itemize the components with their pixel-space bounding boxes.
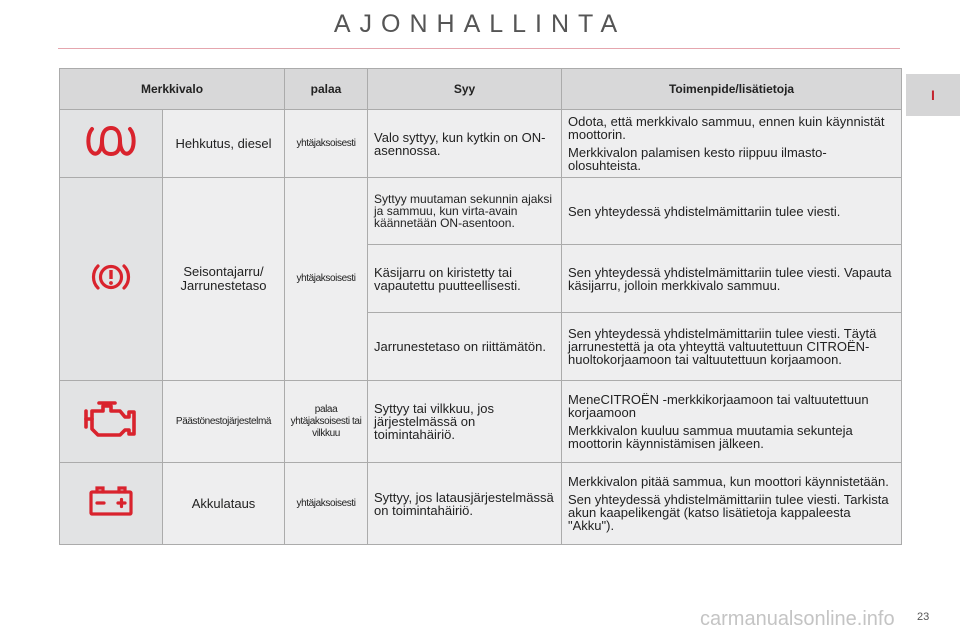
table-row <box>60 381 902 463</box>
palaa-value: yhtäjaksoisesti <box>285 178 368 381</box>
icon-cell <box>60 381 163 463</box>
icon-cell <box>60 463 163 545</box>
toimenpide-cell <box>562 463 902 545</box>
light-name: Seisontajarru/ Jarrunestetaso <box>163 178 285 381</box>
toimenpide-cell <box>562 110 902 178</box>
syy-text: Valo syttyy, kun kytkin on ON-asennossa. <box>368 110 562 178</box>
toimenpide-text: Odota, että merkkivalo sammuu, ennen kuin käynnistät moottorin. <box>568 114 885 142</box>
light-name: Akkulataus <box>163 463 285 545</box>
title-divider <box>58 48 900 49</box>
toimenpide-cell <box>562 381 902 463</box>
engine-check-icon <box>83 399 139 444</box>
header-merkkivalo: Merkkivalo <box>60 69 285 110</box>
toimenpide-text: Sen yhteydessä yhdistelmämittariin tulee viesti. <box>568 203 841 219</box>
toimenpide-cell <box>562 313 902 381</box>
syy-text: Jarrunestetaso on riittämätön. <box>368 313 562 381</box>
table-row <box>60 178 902 245</box>
icon-cell <box>60 178 163 381</box>
syy-text: Syttyy, jos latausjärjestelmässä on toimintahäiriö. <box>368 463 562 545</box>
header-palaa: palaa <box>285 69 368 110</box>
toimenpide-text: Merkkivalon pitää sammua, kun moottori käynnistetään. <box>568 474 889 489</box>
header-toimenpide: Toimenpide/lisätietoja <box>562 69 902 110</box>
table-row <box>60 463 902 545</box>
syy-text: Syttyy tai vilkkuu, jos järjestelmässä on toimintahäiriö. <box>368 381 562 463</box>
toimenpide-cell <box>562 178 902 245</box>
toimenpide-text: Sen yhteydessä yhdistelmämittariin tulee viesti. Vapauta käsijarru, jolloin merkkivalo sammuu. <box>568 264 892 293</box>
toimenpide-cell <box>562 245 902 313</box>
toimenpide-text: Sen yhteydessä yhdistelmämittariin tulee viesti. Tarkista akun kaapelikengät (katso lisätietoja kappaleesta "Akku"). <box>568 492 889 533</box>
syy-text: Syttyy muutaman sekunnin ajaksi ja sammuu, kun virta-avain käännetään ON-asentoon. <box>368 178 562 245</box>
warning-lights-table <box>59 68 902 545</box>
brake-warning-icon <box>91 261 131 298</box>
toimenpide-text: Merkkivalon kuuluu sammua muutamia sekunteja moottorin käynnistämisen jälkeen. <box>568 423 853 451</box>
palaa-value: yhtäjaksoisesti <box>285 110 368 178</box>
page-number: 23 <box>917 611 930 623</box>
toimenpide-text: Merkkivalon palamisen kesto riippuu ilmasto-olosuhteista. <box>568 145 827 173</box>
light-name: Hehkutus, diesel <box>163 110 285 178</box>
palaa-value: palaa yhtäjaksoisesti tai vilkkuu <box>285 381 368 463</box>
syy-text: Käsijarru on kiristetty tai vapautettu puutteellisesti. <box>368 245 562 313</box>
table-row <box>60 110 902 178</box>
battery-icon <box>87 484 135 523</box>
icon-cell <box>60 110 163 178</box>
header-syy: Syy <box>368 69 562 110</box>
toimenpide-text: Sen yhteydessä yhdistelmämittariin tulee viesti. Täytä jarrunestettä ja ota yhteyttä valtuutettuun CITROËN-huoltokorjaamoon tai valtuutettuun korjaamoon. <box>568 326 877 367</box>
light-name: Päästönestojärjestelmä <box>163 381 285 463</box>
glow-plug-icon <box>86 125 136 162</box>
palaa-value: yhtäjaksoisesti <box>285 463 368 545</box>
chapter-tab[interactable]: I <box>906 74 960 116</box>
table-header-row <box>60 69 902 110</box>
watermark: carmanualsonline.info <box>700 608 895 630</box>
page-title: AJONHALLINTA <box>333 10 627 38</box>
toimenpide-text: MeneCITROËN -merkkikorjaamoon tai valtuutettuun korjaamoon <box>568 392 869 420</box>
